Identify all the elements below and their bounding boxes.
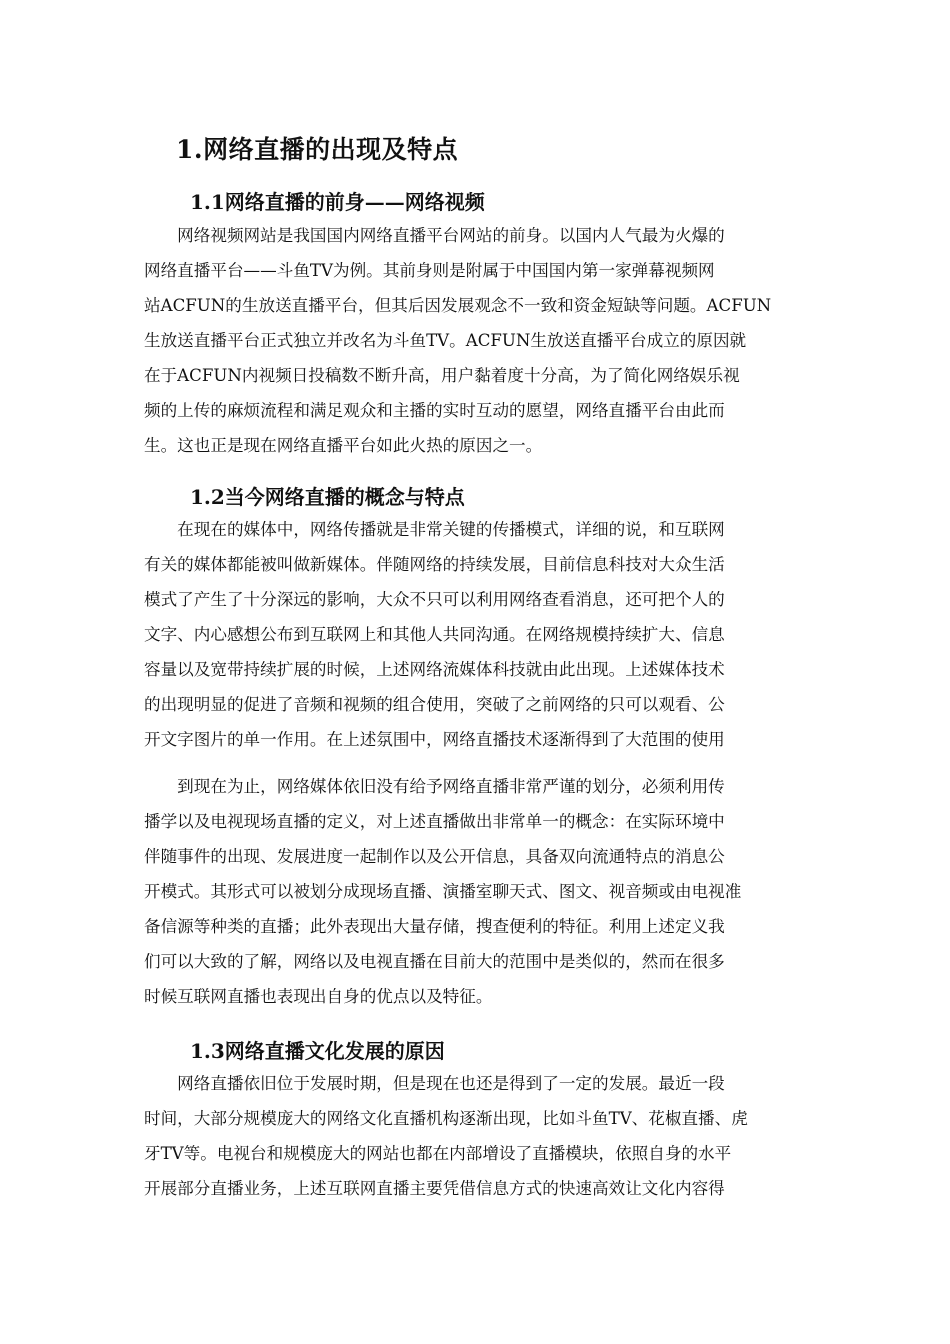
text-line: 时间，大部分规模庞大的网络文化直播机构逐渐出现，比如斗鱼TV、花椒直播、虎	[144, 1109, 748, 1128]
text-line: 开文字图片的单一作用。在上述氛围中，网络直播技术逐渐得到了大范围的使用	[144, 730, 725, 749]
text-line: 生放送直播平台正式独立并改名为斗鱼TV。ACFUN生放送直播平台成立的原因就	[144, 331, 747, 350]
text-line: 开模式。其形式可以被划分成现场直播、演播室聊天式、图文、视音频或由电视准	[144, 882, 742, 901]
paragraph	[144, 218, 806, 463]
text-line: 开展部分直播业务，上述互联网直播主要凭借信息方式的快速高效让文化内容得	[144, 1179, 725, 1198]
text-line: 到现在为止，网络媒体依旧没有给予网络直播非常严谨的划分，必须利用传	[144, 777, 725, 796]
text-line: 的出现明显的促进了音频和视频的组合使用，突破了之前网络的只可以观看、公	[144, 695, 725, 714]
paragraph	[144, 769, 806, 1014]
text-line: 网络视频网站是我国国内网络直播平台网站的前身。以国内人气最为火爆的	[144, 226, 725, 245]
text-line: 站ACFUN的生放送直播平台，但其后因发展观念不一致和资金短缺等问题。ACFUN	[144, 296, 772, 315]
text-line: 模式了产生了十分深远的影响，大众不只可以利用网络查看消息，还可把个人的	[144, 590, 725, 609]
section-heading-1-1: 1.1网络直播的前身——网络视频	[190, 190, 485, 214]
text-line: 们可以大致的了解，网络以及电视直播在目前大的范围中是类似的，然而在很多	[144, 952, 725, 971]
text-line: 时候互联网直播也表现出自身的优点以及特征。	[144, 987, 493, 1006]
chapter-title: 1.网络直播的出现及特点	[176, 135, 459, 164]
text-line: 生。这也正是现在网络直播平台如此火热的原因之一。	[144, 436, 543, 455]
paragraph	[144, 1066, 806, 1206]
section-heading-1-3: 1.3网络直播文化发展的原因	[190, 1039, 445, 1063]
text-line: 网络直播依旧位于发展时期，但是现在也还是得到了一定的发展。最近一段	[144, 1074, 725, 1093]
text-line: 容量以及宽带持续扩展的时候，上述网络流媒体科技就由此出现。上述媒体技术	[144, 660, 725, 679]
text-line: 在现在的媒体中，网络传播就是非常关键的传播模式，详细的说，和互联网	[144, 520, 725, 539]
text-line: 备信源等种类的直播；此外表现出大量存储，搜查便利的特征。利用上述定义我	[144, 917, 725, 936]
text-line: 伴随事件的出现、发展进度一起制作以及公开信息，具备双向流通特点的消息公	[144, 847, 725, 866]
text-line: 网络直播平台——斗鱼TV为例。其前身则是附属于中国国内第一家弹幕视频网	[144, 261, 715, 280]
text-line: 牙TV等。电视台和规模庞大的网站也都在内部增设了直播模块，依照自身的水平	[144, 1144, 732, 1163]
text-line: 在于ACFUN内视频日投稿数不断升高，用户黏着度十分高，为了简化网络娱乐视	[144, 366, 740, 385]
section-heading-1-2: 1.2当今网络直播的概念与特点	[190, 485, 465, 509]
paragraph	[144, 512, 806, 757]
text-line: 频的上传的麻烦流程和满足观众和主播的实时互动的愿望，网络直播平台由此而	[144, 401, 725, 420]
text-line: 有关的媒体都能被叫做新媒体。伴随网络的持续发展，目前信息科技对大众生活	[144, 555, 725, 574]
text-line: 播学以及电视现场直播的定义，对上述直播做出非常单一的概念：在实际环境中	[144, 812, 725, 831]
text-line: 文字、内心感想公布到互联网上和其他人共同沟通。在网络规模持续扩大、信息	[144, 625, 725, 644]
